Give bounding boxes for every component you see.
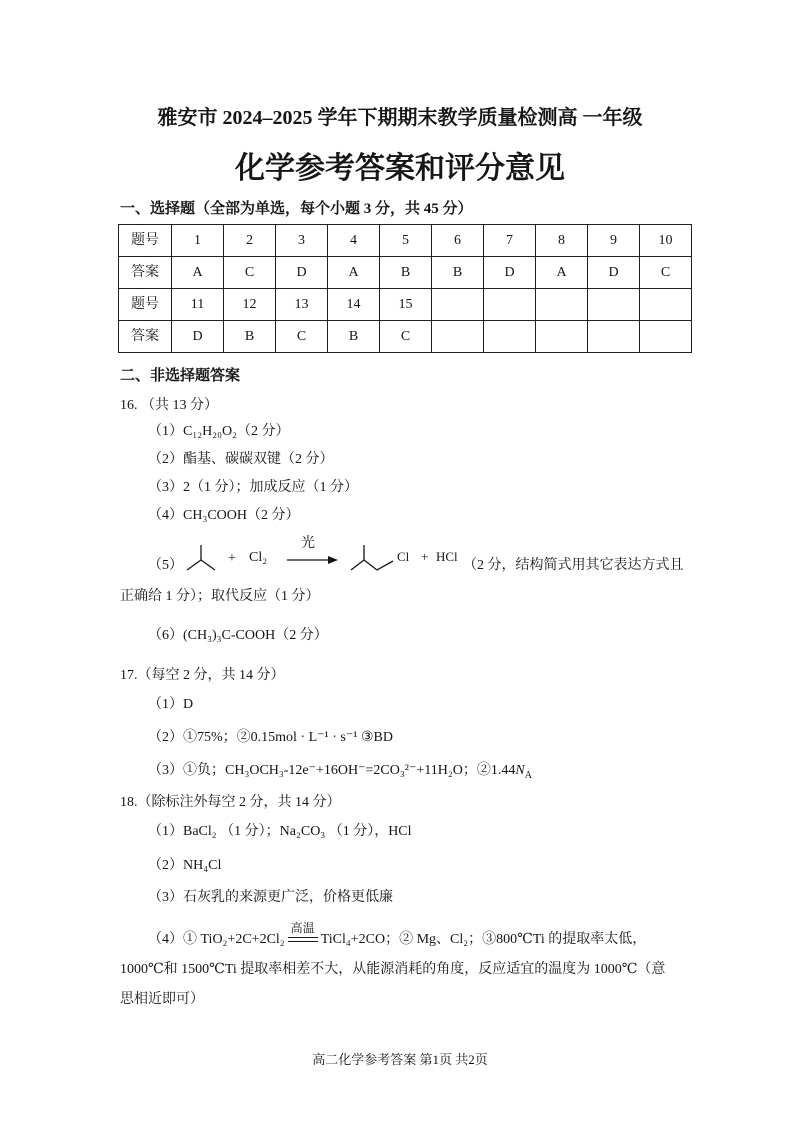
question-number-cell: 4 <box>328 225 380 257</box>
empty-cell <box>536 289 588 321</box>
question-18-answer-4-line-3: 思相近即可） <box>120 992 204 1007</box>
question-number-cell: 13 <box>276 289 328 321</box>
product-structure <box>348 542 396 574</box>
empty-cell <box>432 289 484 321</box>
question-16-title: 16. （共 13 分） <box>120 398 218 413</box>
plus-sign: + <box>421 549 429 564</box>
question-number-cell: 11 <box>172 289 224 321</box>
question-17-title: 17.（每空 2 分，共 14 分） <box>120 668 285 683</box>
row-label-cell: 题号 <box>119 225 172 257</box>
page-footer: 高二化学参考答案 第1页 共2页 <box>312 1052 488 1067</box>
answer-5-label: （5） <box>148 558 183 573</box>
double-equals-sign <box>288 921 318 942</box>
row-label-cell: 答案 <box>119 321 172 353</box>
question-18-answer-4-line-2: 1000℃和 1500℃Ti 提取率相差不大，从能源消耗的角度，反应适宜的温度为 1000℃（意 <box>120 962 666 977</box>
question-number-cell: 10 <box>640 225 692 257</box>
question-17-answer-3 <box>148 762 532 785</box>
answer-cell: D <box>172 321 224 353</box>
empty-cell <box>640 289 692 321</box>
answer-row <box>119 321 692 353</box>
question-number-cell: 12 <box>224 289 276 321</box>
question-17-answer-2: （2）①75%；②0.15mol · L⁻¹ · s⁻¹ ③BD <box>148 730 393 745</box>
question-number-cell: 7 <box>484 225 536 257</box>
answer-cell: D <box>484 257 536 289</box>
answer-cell: C <box>276 321 328 353</box>
answer-cell: B <box>380 257 432 289</box>
question-number-row <box>119 289 692 321</box>
avogadro-subscript: A <box>524 769 532 781</box>
answer-cell: A <box>328 257 380 289</box>
question-number-cell: 9 <box>588 225 640 257</box>
question-18-answer-2: （2）NH₄Cl <box>148 858 222 873</box>
plus-sign: + <box>228 551 236 566</box>
question-16-answer-3: （3）2（1 分）；加成反应（1 分） <box>148 480 358 495</box>
reaction-condition: 光 <box>301 536 315 551</box>
section-heading-multiple-choice: 一、选择题（全部为单选，每个小题 3 分，共 45 分） <box>120 201 473 217</box>
answer-table <box>118 224 692 353</box>
avogadro-symbol: N <box>515 763 525 778</box>
question-16-answer-6: （6）(CH₃)₃C-COOH（2 分） <box>148 628 328 643</box>
answer-cell: D <box>276 257 328 289</box>
chlorine-reagent: Cl₂ <box>249 550 268 565</box>
section-heading-free-response: 二、非选择题答案 <box>120 368 241 384</box>
question-17-answer-1: （1）D <box>148 697 194 712</box>
answer-cell: B <box>432 257 484 289</box>
exam-title: 雅安市 2024–2025 学年下期期末教学质量检测高 一年级 <box>157 107 643 129</box>
empty-cell <box>588 289 640 321</box>
question-18-answer-4 <box>148 921 647 949</box>
empty-cell <box>588 321 640 353</box>
row-label-cell: 题号 <box>119 289 172 321</box>
row-label-cell: 答案 <box>119 257 172 289</box>
reactant-structure <box>183 542 219 574</box>
question-number-cell: 6 <box>432 225 484 257</box>
question-16-answer-2: （2）酯基、碳碳双键（2 分） <box>148 452 334 467</box>
document-title: 化学参考答案和评分意见 <box>235 152 565 185</box>
empty-cell <box>484 321 536 353</box>
answer-cell: A <box>172 257 224 289</box>
answer-cell: D <box>588 257 640 289</box>
equation-right-side: TiCl₄+2CO；② Mg、Cl₂；③800℃Ti 的提取率太低， <box>320 932 647 947</box>
question-number-cell: 5 <box>380 225 432 257</box>
empty-cell <box>432 321 484 353</box>
answer-row <box>119 257 692 289</box>
question-number-cell: 2 <box>224 225 276 257</box>
question-number-cell: 8 <box>536 225 588 257</box>
question-number-cell: 14 <box>328 289 380 321</box>
scoring-note-continued: 正确给 1 分）；取代反应（1 分） <box>120 589 320 604</box>
question-number-row <box>119 225 692 257</box>
answer-cell: B <box>224 321 276 353</box>
question-18-title: 18.（除标注外每空 2 分，共 14 分） <box>120 795 341 810</box>
question-number-cell: 1 <box>172 225 224 257</box>
empty-cell <box>484 289 536 321</box>
answer-cell: A <box>536 257 588 289</box>
answer-cell: C <box>224 257 276 289</box>
question-18-answer-3: （3）石灰乳的来源更广泛，价格更低廉 <box>148 890 393 905</box>
answer-cell: C <box>640 257 692 289</box>
question-number-cell: 15 <box>380 289 432 321</box>
question-16-answer-1: （1）C₁₂H₂₀O₂（2 分） <box>148 424 290 439</box>
question-18-answer-1: （1）BaCl₂ （1 分）；Na₂CO₃ （1 分），HCl <box>148 824 412 839</box>
reaction-arrow-icon <box>285 554 341 566</box>
empty-cell <box>640 321 692 353</box>
question-16-answer-4: （4）CH₃COOH（2 分） <box>148 508 300 523</box>
answer-cell: C <box>380 321 432 353</box>
question-number-cell: 3 <box>276 225 328 257</box>
byproduct: HCl <box>436 549 458 564</box>
electrode-equation: （3）①负；CH₃OCH₃-12e⁻+16OH⁻=2CO₃²⁻+11H₂O；②1.44 <box>148 763 516 778</box>
product-chloro-group: Cl <box>397 549 410 564</box>
answer-cell: B <box>328 321 380 353</box>
empty-cell <box>536 321 588 353</box>
scoring-note: （2 分，结构简式用其它表达方式且 <box>463 558 684 573</box>
equation-condition: 高温 <box>290 921 315 936</box>
equation-left-side: （4）① TiO₂+2C+2Cl₂ <box>148 932 285 947</box>
